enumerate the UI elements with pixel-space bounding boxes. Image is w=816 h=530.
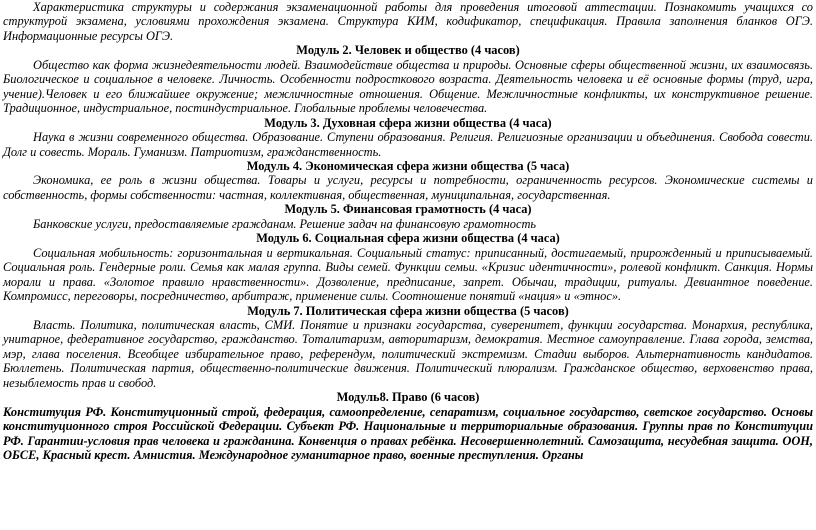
module-7-heading: Модуль 7. Политическая сфера жизни общества (5 часов) [247, 303, 569, 318]
module-7-text: Власть. Политика, политическая власть, СМИ. Понятие и признаки государства, суверенитет, функции государства. Монархия, республика, унитарное, федеративное государство, гражданство. Тоталитаризм, авторитаризм, демократия. Местное самоуправление. Глава города, земства, мэр, глава поселения. Всеобщее избирательное право, референдум, политический экстремизм. Стадии выборов. Альтернативность кандидатов. Бюллетень. Политическая партия, общественно-политические движения. Политический плюрализм. Гражданское общество, верховенство права, незыблемость прав и свобод. [3, 317, 813, 390]
module-6-text: Социальная мобильность: горизонтальная и вертикальная. Социальный статус: приписанный, достигаемый, прирожденный и приписываемый. Социальная роль. Гендерные роли. Семья как малая группа. Виды семей. Функции семьи. «Кризис идентичности», ролевой конфликт. Санкция. Нормы морали и права. «Золотое правило нравственности». Дозволение, предписание, запрет. Обычаи, традиции, ритуалы. Девиантное поведение. Компромисс, переговоры, посредничество, арбитраж, применение силы. Соотношение понятий «нация» и «этнос». [3, 245, 813, 304]
module-8-heading: Модуль8. Право (6 часов) [336, 390, 480, 405]
module-3-heading: Модуль 3. Духовная сфера жизни общества (4 часа) [264, 115, 552, 130]
module-8-text: Конституция РФ. Конституционный строй, федерация, самоопределение, сепаратизм, социальное государство, светское государство. Основы конституционного строя Российской Федерации. Субъект РФ. Национальные и территориальные образования. Группы прав по Конституции РФ. Гарантии-условия прав человека и гражданина. Конвенция о правах ребёнка. Несовершеннолетний. Самозащита, несудебная защита. ООН, ОБСЕ, Красный крест. Амнистия. Международное гуманитарное право, военные преступления. Органы [3, 404, 813, 463]
module-3-text: Наука в жизни современного общества. Образование. Ступени образования. Религия. Религиозные организации и объединения. Свобода совести. Долг и совесть. Мораль. Гуманизм. Патриотизм, гражданственность. [3, 130, 813, 159]
module-6-heading: Модуль 6. Социальная сфера жизни общества (4 часа) [256, 231, 560, 246]
module-2-text: Общество как форма жизнедеятельности людей. Взаимодействие общества и природы. Основные сферы общественной жизни, их взаимосвязь. Биологическое и социальное в человеке. Личность. Особенности подросткового возраста. Деятельность человека и её основные формы (труд, игра, учение).Человек и его ближайшее окружение; межличностные отношения. Общение. Межличностные конфликты, их конструктивное решение. Традиционное, индустриальное, постиндустриальное. Глобальные проблемы человечества. [3, 57, 813, 116]
module-4-text: Экономика, ее роль в жизни общества. Товары и услуги, ресурсы и потребности, ограниченность ресурсов. Экономические системы и собственность, формы собственности: частная, коллективная, общественная, муниципальная, государственная. [3, 173, 813, 202]
module-5-text: Банковские услуги, предоставляемые гражданам. Решение задач на финансовую грамотность [33, 216, 537, 231]
module-2-heading: Модуль 2. Человек и общество (4 часов) [296, 43, 520, 58]
intro-paragraph: Характеристика структуры и содержания экзаменационной работы для проведения итоговой аттестации. Познакомить учащихся со структурой экзамена, условиями прохождения экзамена. Структура КИМ, кодификатор, спецификация. Правила заполнения бланков ОГЭ. Информационные ресурсы ОГЭ. [3, 0, 813, 43]
module-4-heading: Модуль 4. Экономическая сфера жизни общества (5 часа) [246, 158, 570, 173]
module-5-heading: Модуль 5. Финансовая грамотность (4 часа) [284, 202, 532, 217]
